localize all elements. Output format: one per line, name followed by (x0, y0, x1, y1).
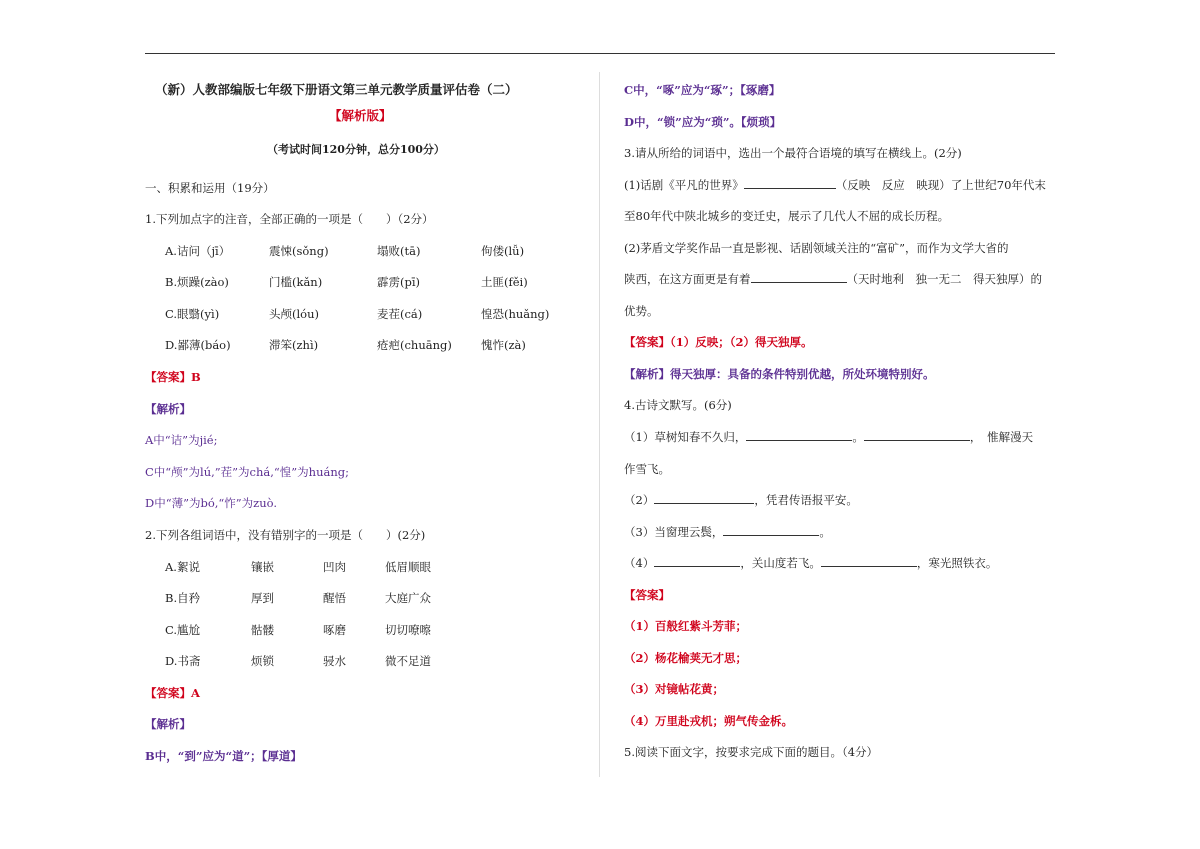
exam-info: （考试时间120分钟，总分100分） (267, 143, 445, 156)
q1-analysis-a: A中“诘”为jié; (145, 433, 218, 447)
section-heading: 一、积累和运用（19分） (145, 181, 275, 195)
q1-analysis-label: 【解析】 (145, 402, 191, 416)
q1-option-c: C.眼翳(yì) 头颅(lóu) 麦茬(cá) 惶恐(huǎng) (165, 307, 550, 321)
q1-option-a: A.诘问（jī） 震悚(sǒng) 塌败(tā) 佝偻(lǚ) (165, 244, 525, 258)
q1-stem: 1.下列加点字的注音，全部正确的一项是（ ）（2分） (145, 212, 434, 226)
q2-analysis-d: D中，“锁”应为“琐”。【烦琐】 (624, 115, 782, 129)
blank-line[interactable] (744, 177, 836, 189)
q2-analysis-c: C中，“啄”应为“琢”；【琢磨】 (624, 83, 781, 97)
q1-option-d: D.鄙薄(báo) 滞笨(zhì) 疮疤(chuāng) 愧怍(zà) (165, 338, 526, 352)
doc-subtitle: 【解析版】 (329, 108, 392, 123)
column-divider (599, 72, 600, 777)
q2-option-b: B.自矜 厚到 醒悟 大庭广众 (165, 591, 431, 605)
q3-item2: (2)茅盾文学奖作品一直是影视、话剧领域关注的“富矿”，而作为文学大省的 (624, 241, 1009, 255)
q4-answer-2: （2）杨花榆荚无才思； (624, 651, 748, 665)
blank-line[interactable] (864, 429, 970, 441)
q1-answer: 【答案】B (145, 370, 201, 384)
q1-option-b: B.烦躁(zào) 门槛(kǎn) 霹雳(pī) 土匪(fěi) (165, 275, 528, 289)
q4-answer-4: （4）万里赴戎机；朔气传金柝。 (624, 714, 793, 728)
q3-item1: (1)话剧《平凡的世界》 （反映 反应 映现）了上世纪70年代末 (624, 178, 1046, 192)
blank-line[interactable] (746, 429, 852, 441)
q4-stem: 4.古诗文默写。(6分) (624, 398, 732, 412)
q2-analysis-label: 【解析】 (145, 717, 191, 731)
blank-line[interactable] (723, 524, 819, 536)
q1-analysis-c: C中“颅”为lú,”茬”为chá,“惶”为huáng; (145, 465, 349, 479)
q1-analysis-d: D中“薄”为bó,“怍”为zuò. (145, 496, 278, 510)
blank-line[interactable] (751, 271, 847, 283)
q3-stem: 3.请从所给的词语中，选出一个最符合语境的填写在横线上。(2分) (624, 146, 962, 160)
q5-stem: 5.阅读下面文字，按要求完成下面的题目。（4分） (624, 745, 879, 759)
q4-item3: （3）当窗理云鬓， 。 (624, 525, 831, 539)
q2-option-a: A.絮说 镶嵌 凹肉 低眉顺眼 (165, 560, 431, 574)
q2-answer: 【答案】A (145, 686, 200, 700)
q2-stem: 2.下列各组词语中，没有错别字的一项是（ ）(2分) (145, 528, 426, 542)
q3-item2-cont: 陕西，在这方面更是有着 （天时地利 独一无二 得天独厚）的 (624, 272, 1042, 286)
q3-item2-end: 优势。 (624, 304, 659, 318)
q4-item4: （4） ，关山度若飞。 ，寒光照铁衣。 (624, 556, 998, 570)
blank-line[interactable] (654, 492, 754, 504)
q4-item1: （1）草树知春不久归， 。 ， 惟解漫天 (624, 430, 1034, 444)
q4-item1-cont: 作雪飞。 (624, 462, 670, 476)
doc-title: （新）人教部编版七年级下册语文第三单元教学质量评估卷（二） (155, 82, 518, 97)
q2-analysis-b: B中，“到”应为“道”；【厚道】 (145, 749, 302, 763)
q2-option-c: C.尴尬 骷髅 啄磨 切切嘹嚓 (165, 623, 431, 637)
q4-answer-3: （3）对镜帖花黄； (624, 682, 725, 696)
q3-analysis: 【解析】得天独厚：具备的条件特别优越，所处环境特别好。 (624, 367, 935, 381)
blank-line[interactable] (821, 555, 917, 567)
q3-item1-cont: 至80年代中陕北城乡的变迁史，展示了几代人不屈的成长历程。 (624, 209, 950, 223)
blank-line[interactable] (654, 555, 740, 567)
header-rule (145, 53, 1055, 54)
q4-item2: （2） ，凭君传语报平安。 (624, 493, 858, 507)
q4-answer-label: 【答案】 (624, 588, 670, 602)
q4-answer-1: （1）百般红紫斗芳菲； (624, 619, 748, 633)
q3-answer: 【答案】（1）反映；（2）得天独厚。 (624, 335, 813, 349)
q2-option-d: D.书斋 烦锁 骎水 微不足道 (165, 654, 431, 668)
